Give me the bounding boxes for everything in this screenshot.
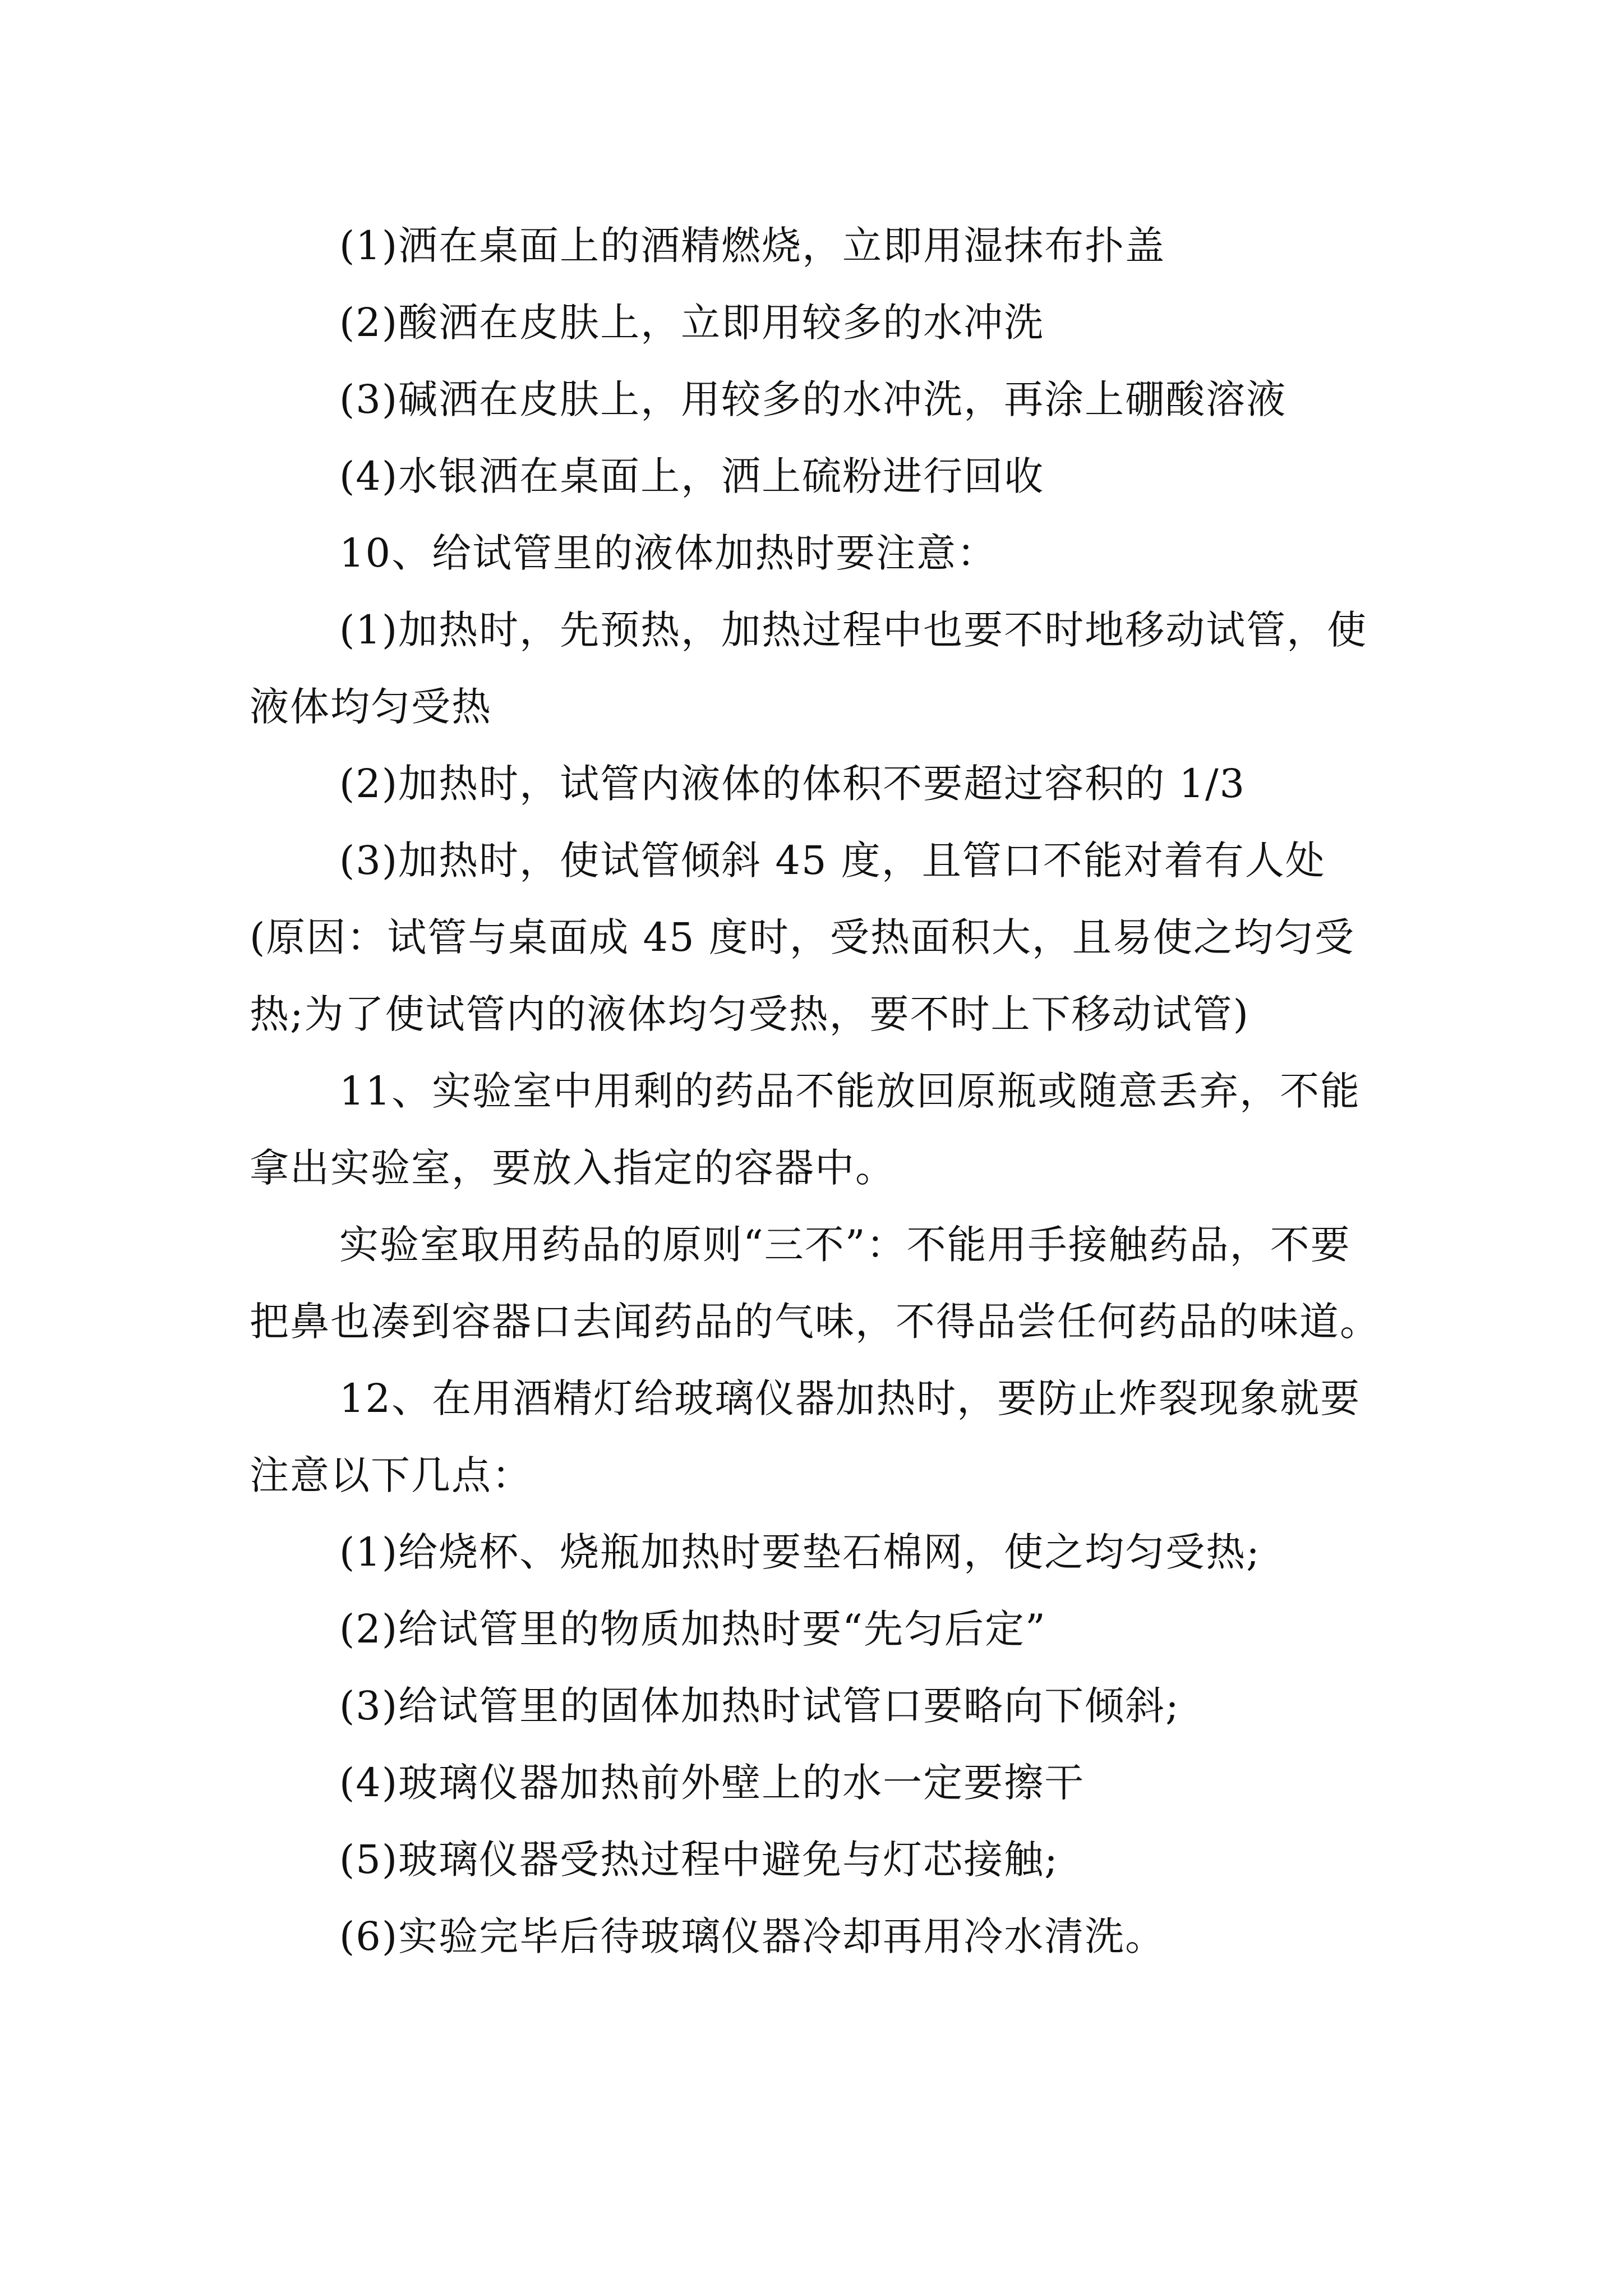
paragraph: (1)洒在桌面上的酒精燃烧，立即用湿抹布扑盖	[339, 223, 1166, 269]
paragraph: (5)玻璃仪器受热过程中避免与灯芯接触;	[339, 1837, 1059, 1883]
paragraph: (4)玻璃仪器加热前外壁上的水一定要擦干	[339, 1760, 1085, 1806]
paragraph: (3)加热时，使试管倾斜 45 度，且管口不能对着有人处(原因：试管与桌面成 45 度时，受热面积大，且易使之均匀受热;为了使试管内的液体均匀受热，要不时上下移动试管)	[250, 838, 1355, 1037]
paragraph: 10、给试管里的液体加热时要注意：	[339, 530, 998, 576]
paragraph: (3)碱洒在皮肤上，用较多的水冲洗，再涂上硼酸溶液	[339, 376, 1287, 422]
paragraph: (4)水银洒在桌面上，洒上硫粉进行回收	[339, 453, 1045, 499]
paragraph: (6)实验完毕后待玻璃仪器冷却再用冷水清洗。	[339, 1913, 1166, 1959]
paragraph: (3)给试管里的固体加热时试管口要略向下倾斜;	[339, 1683, 1180, 1729]
paragraph: (1)给烧杯、烧瓶加热时要垫石棉网，使之均匀受热;	[339, 1529, 1261, 1575]
paragraph: 实验室取用药品的原则“三不”：不能用手接触药品，不要把鼻也凑到容器口去闻药品的气味，不得品尝任何药品的味道。	[250, 1222, 1380, 1345]
paragraph: (1)加热时，先预热，加热过程中也要不时地移动试管，使液体均匀受热	[250, 607, 1368, 730]
paragraph: 12、在用酒精灯给玻璃仪器加热时，要防止炸裂现象就要注意以下几点：	[250, 1375, 1361, 1498]
paragraph: (2)加热时，试管内液体的体积不要超过容积的 1/3	[339, 761, 1246, 807]
paragraph: 11、实验室中用剩的药品不能放回原瓶或随意丢弃，不能拿出实验室，要放入指定的容器中。	[250, 1068, 1361, 1191]
document-body	[250, 208, 1382, 1975]
paragraph: (2)给试管里的物质加热时要“先匀后定”	[339, 1606, 1046, 1652]
paragraph: (2)酸洒在皮肤上，立即用较多的水冲洗	[339, 300, 1045, 346]
